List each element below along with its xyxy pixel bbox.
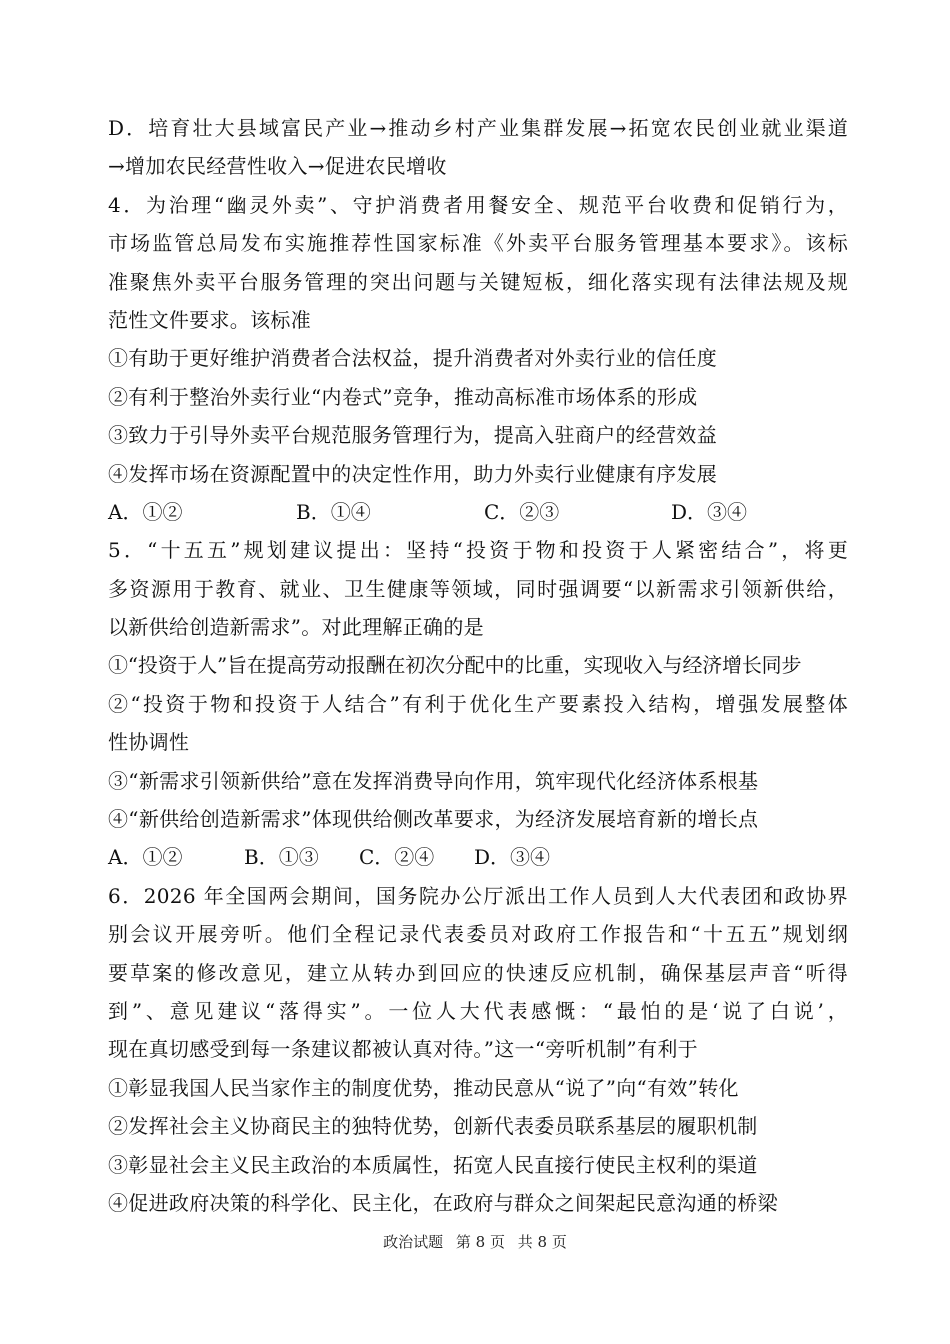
q6-stem-line-2: 别会议开展旁听。他们全程记录代表委员对政府工作报告和“十五五”规划纲 — [108, 922, 848, 947]
q4-option-a: A．①② — [108, 499, 183, 524]
q4-statement-2: ②有利于整治外卖行业“内卷式”竞争，推动高标准市场体系的形成 — [108, 384, 698, 409]
q5-stem-line-2: 多资源用于教育、就业、卫生健康等领域，同时强调要“以新需求引领新供给， — [108, 576, 848, 601]
q6-stem-line-4: 到”、意见建议“落得实”。一位人大代表感慨：“最怕的是‘说了白说’， — [108, 998, 848, 1023]
q3-option-d-line-1: D．培育壮大县域富民产业→推动乡村产业集群发展→拓宽农民创业就业渠道 — [108, 116, 848, 140]
q5-statement-2-line-1: ②“投资于物和投资于人结合”有利于优化生产要素投入结构，增强发展整体 — [108, 691, 848, 716]
q5-option-d: D．③④ — [474, 845, 551, 870]
exam-content — [108, 109, 848, 1222]
q5-option-b: B．①③ — [244, 845, 319, 870]
q5-statement-4: ④“新供给创造新需求”体现供给侧改革要求，为经济发展培育新的增长点 — [108, 807, 759, 832]
q4-stem-line-1: 4．为治理“幽灵外卖”、守护消费者用餐安全、规范平台收费和促销行为， — [108, 192, 848, 217]
q3-option-d-line-2: →增加农民经营性收入→促进农民增收 — [108, 154, 447, 179]
q4-statement-1: ①有助于更好维护消费者合法权益，提升消费者对外卖行业的信任度 — [108, 346, 717, 371]
q6-statement-2: ②发挥社会主义协商民主的独特优势，创新代表委员联系基层的履职机制 — [108, 1114, 758, 1139]
q4-option-c: C．②③ — [484, 499, 560, 524]
q4-statement-3: ③致力于引导外卖平台规范服务管理行为，提高入驻商户的经营效益 — [108, 423, 717, 448]
q4-stem-line-2: 市场监管总局发布实施推荐性国家标准《外卖平台服务管理基本要求》。该标 — [108, 231, 848, 256]
footer-page-number: 第 8 页 — [455, 1233, 505, 1251]
q6-statement-4: ④促进政府决策的科学化、民主化，在政府与群众之间架起民意沟通的桥梁 — [108, 1190, 778, 1215]
q5-option-c: C．②④ — [359, 845, 435, 870]
q4-stem-line-4: 范性文件要求。该标准 — [108, 307, 311, 332]
page-footer — [0, 1232, 950, 1252]
q4-stem-line-3: 准聚焦外卖平台服务管理的突出问题与关键短板，细化落实现有法律法规及规 — [108, 269, 848, 294]
q5-options — [108, 838, 848, 876]
q6-stem-line-5: 现在真切感受到每一条建议都被认真对待。”这一“旁听机制”有利于 — [108, 1037, 698, 1062]
q5-stem-line-3: 以新供给创造新需求”。对此理解正确的是 — [108, 615, 484, 640]
footer-total-pages: 共 8 页 — [517, 1233, 567, 1251]
footer-subject: 政治试题 — [383, 1233, 444, 1251]
q5-statement-2-line-2: 性协调性 — [108, 730, 190, 755]
q4-options — [108, 493, 848, 531]
q5-option-a: A．①② — [108, 845, 183, 870]
q4-statement-4: ④发挥市场在资源配置中的决定性作用，助力外卖行业健康有序发展 — [108, 461, 717, 486]
q5-stem-line-1: 5．“十五五”规划建议提出：坚持“投资于物和投资于人紧密结合”，将更 — [108, 538, 848, 563]
q5-statement-1: ①“投资于人”旨在提高劳动报酬在初次分配中的比重，实现收入与经济增长同步 — [108, 653, 802, 678]
q4-option-b: B．①④ — [296, 499, 371, 524]
q6-stem-line-1: 6．2026 年全国两会期间，国务院办公厅派出工作人员到人大代表团和政协界 — [108, 883, 848, 908]
q5-statement-3: ③“新需求引领新供给”意在发挥消费导向作用，筑牢现代化经济体系根基 — [108, 768, 759, 793]
q6-statement-3: ③彰显社会主义民主政治的本质属性，拓宽人民直接行使民主权利的渠道 — [108, 1152, 758, 1177]
q6-stem-line-3: 要草案的修改意见，建立从转办到回应的快速反应机制，确保基层声音“听得 — [108, 960, 848, 985]
q4-option-d: D．③④ — [671, 499, 748, 524]
q6-statement-1: ①彰显我国人民当家作主的制度优势，推动民意从“说了”向“有效”转化 — [108, 1075, 739, 1100]
